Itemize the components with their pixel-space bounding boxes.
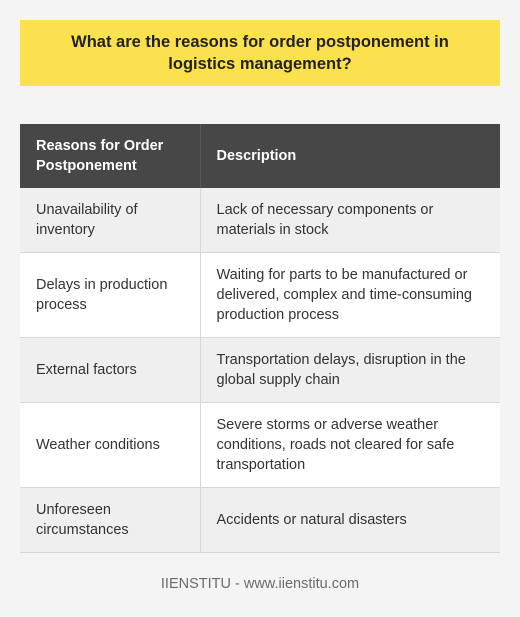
reason-cell: Unforeseen circumstances: [20, 488, 200, 553]
question-banner: [20, 20, 500, 86]
table-row: [20, 403, 500, 488]
description-cell: Severe storms or adverse weather conditions, roads not cleared for safe transportation: [200, 403, 500, 488]
footer-credit: IIENSTITU - www.iienstitu.com: [160, 576, 360, 592]
table-row: [20, 488, 500, 553]
reason-cell: External factors: [20, 338, 200, 403]
reason-cell: Delays in production process: [20, 253, 200, 338]
question-title: What are the reasons for order postponement in logistics management?: [71, 33, 449, 73]
table-header-row: [20, 124, 500, 188]
header-reasons: Reasons for Order Postponement: [20, 124, 200, 188]
description-cell: Waiting for parts to be manufactured or delivered, complex and time-consuming production process: [200, 253, 500, 338]
description-cell: Accidents or natural disasters: [200, 488, 500, 553]
reason-cell: Unavailability of inventory: [20, 188, 200, 253]
table-row: [20, 338, 500, 403]
table-row: [20, 253, 500, 338]
description-cell: Transportation delays, disruption in the global supply chain: [200, 338, 500, 403]
table-row: [20, 188, 500, 253]
reasons-table: [20, 124, 500, 553]
header-description: Description: [200, 124, 500, 188]
reason-cell: Weather conditions: [20, 403, 200, 488]
description-cell: Lack of necessary components or materials in stock: [200, 188, 500, 253]
